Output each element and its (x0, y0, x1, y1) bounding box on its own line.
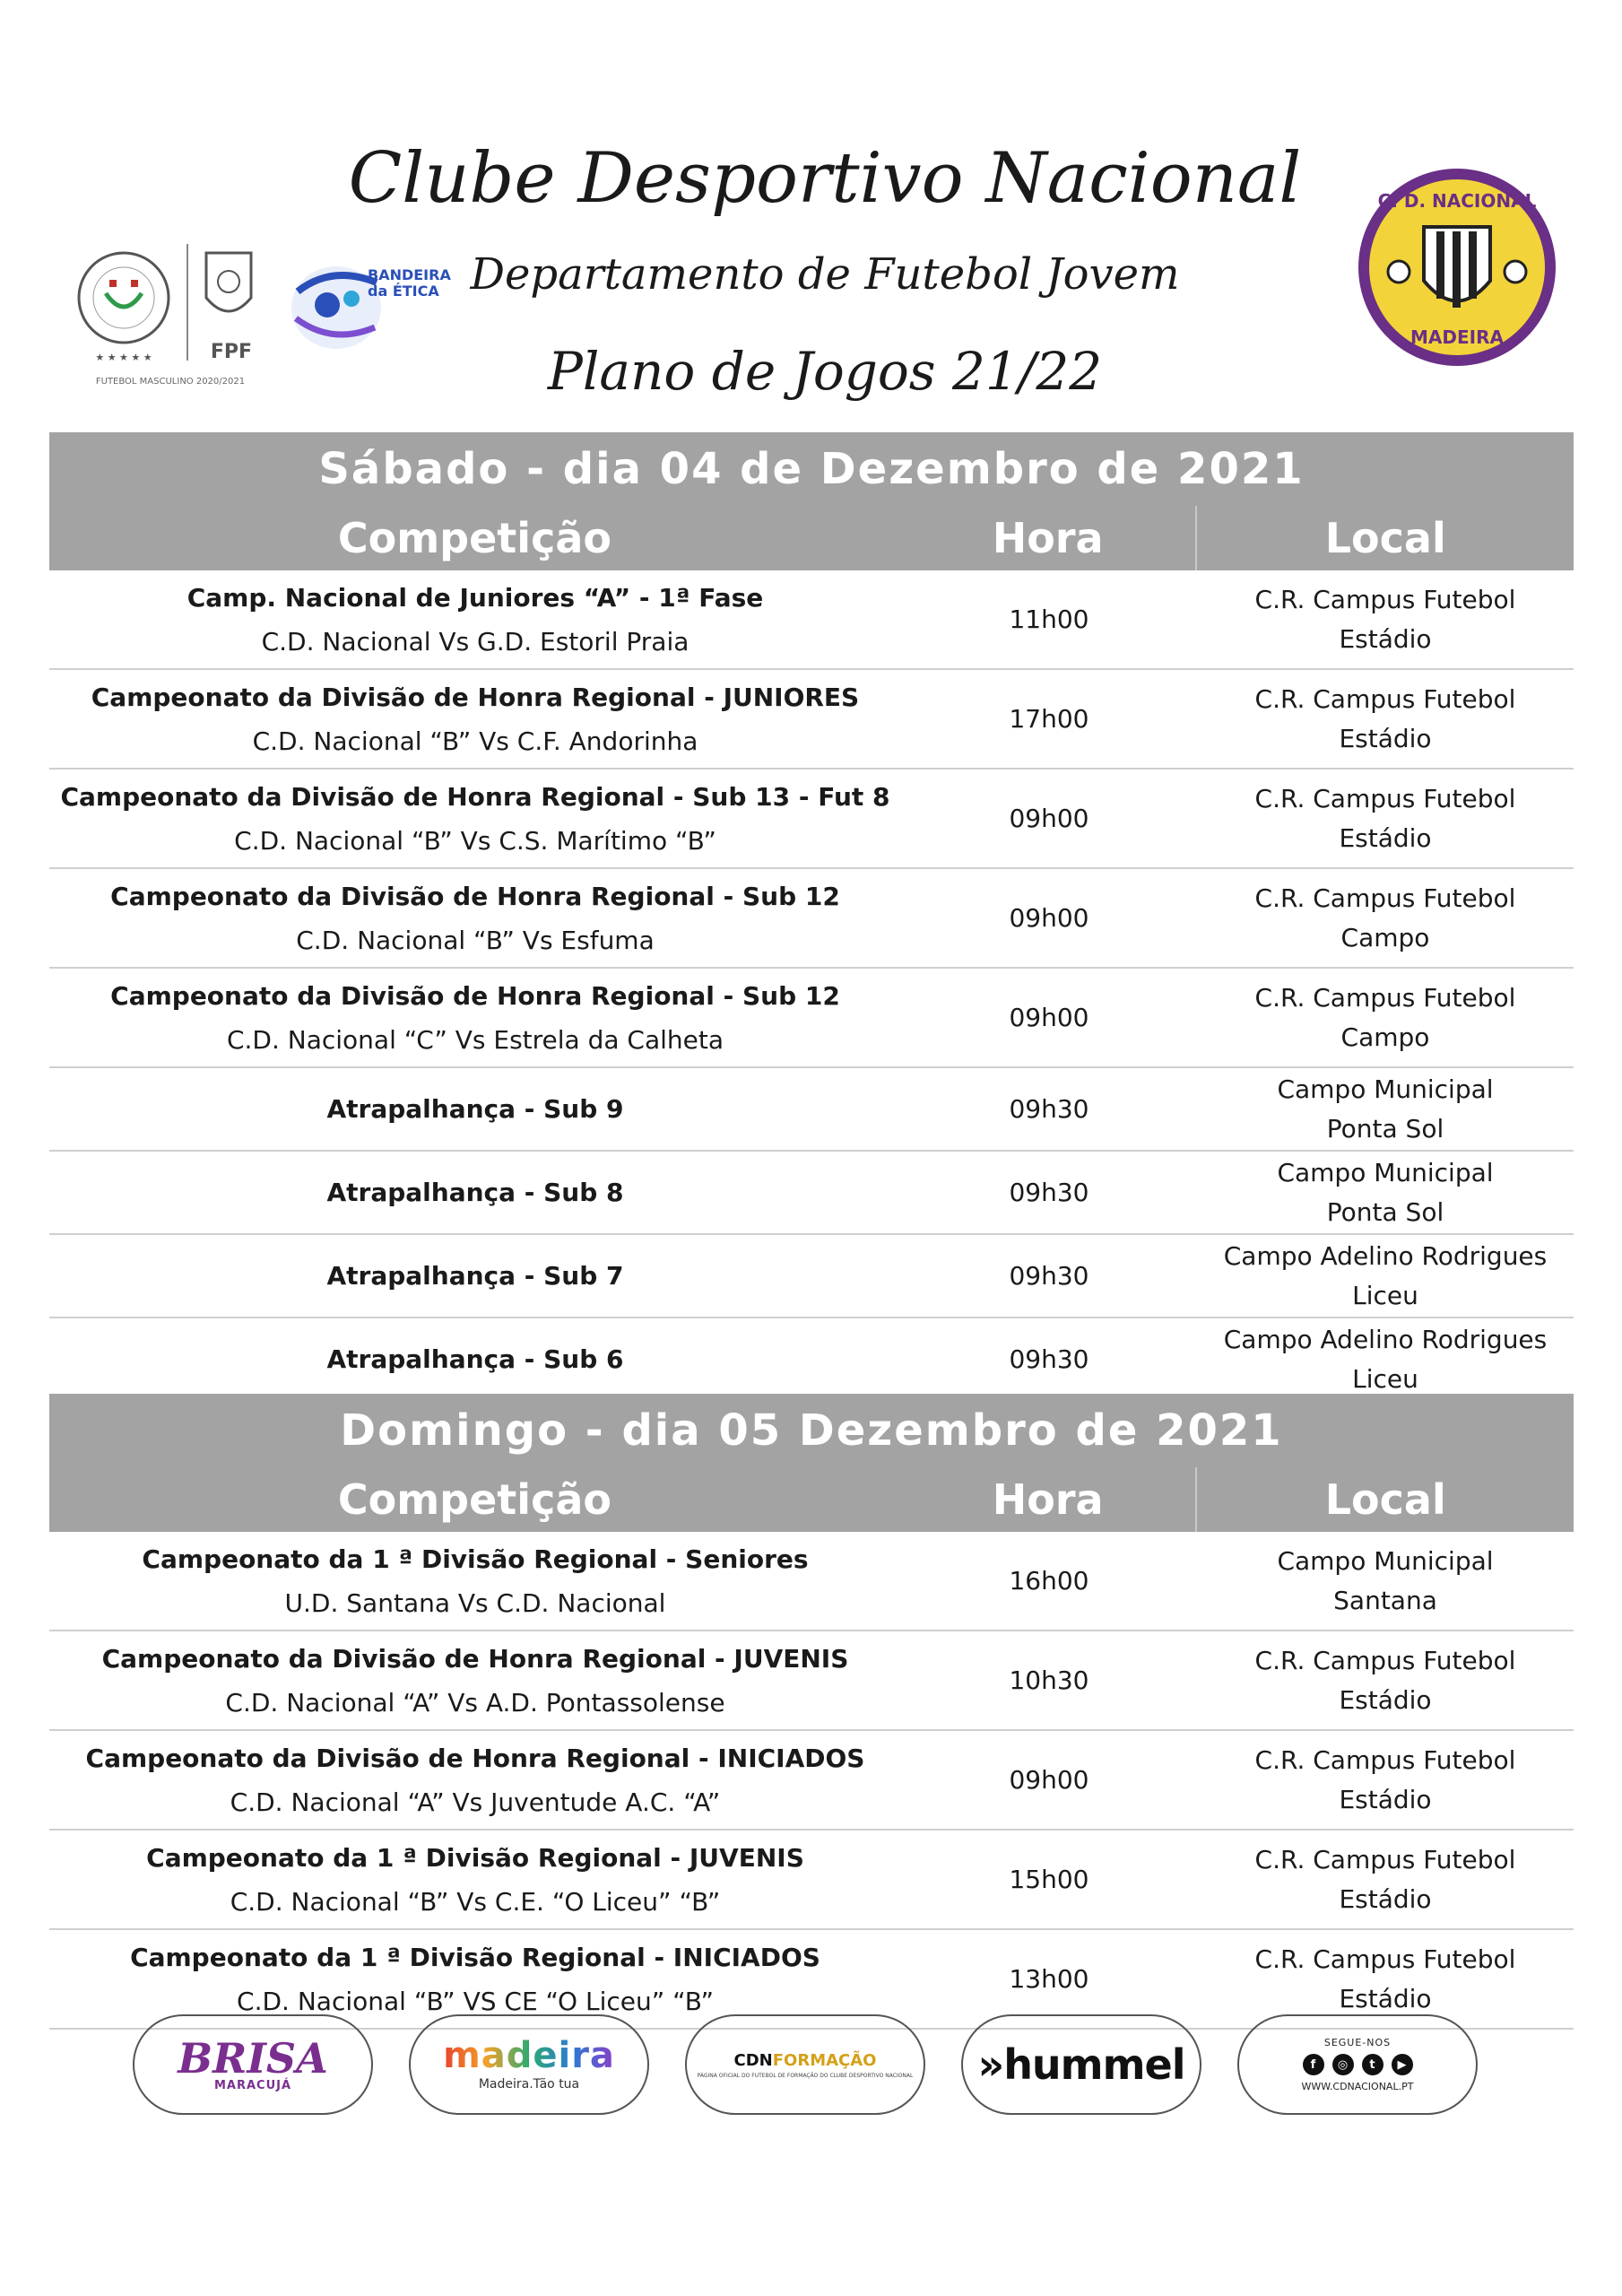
sponsor-brisa[interactable] (133, 2014, 373, 2115)
chevron-icon: » (977, 2040, 1004, 2089)
hora-cell (901, 1318, 1197, 1400)
kickoff-time: 09h30 (1009, 1094, 1089, 1124)
instagram-icon[interactable]: ◎ (1332, 2054, 1354, 2075)
column-headers (49, 1467, 1574, 1532)
kickoff-time: 09h30 (1009, 1344, 1089, 1374)
col-header-competicao: Competição (337, 1475, 612, 1524)
local-cell (1197, 1235, 1574, 1317)
local-cell (1197, 1152, 1574, 1233)
cdn-formacao-logo-text (734, 2051, 877, 2070)
hummel-word: hummel (1003, 2040, 1185, 2089)
game-row (49, 1831, 1574, 1930)
kickoff-time: 17h00 (1009, 704, 1089, 734)
sponsor-cdn-formacao[interactable] (685, 2014, 925, 2115)
venue-line: Ponta Sol (1326, 1113, 1444, 1144)
cdn-text: CDN (733, 2050, 773, 2070)
hora-cell (901, 770, 1197, 867)
local-cell (1197, 1631, 1574, 1729)
competition-name: Camp. Nacional de Juniores “A” - 1ª Fase (186, 582, 764, 613)
venue-line: Campo Municipal (1277, 1158, 1494, 1188)
venue-line: Estádio (1339, 1684, 1432, 1715)
competition-name: Campeonato da 1 ª Divisão Regional - Seniores (142, 1544, 809, 1574)
competition-cell (49, 1731, 901, 1829)
venue-line: Campo Adelino Rodrigues (1223, 1325, 1548, 1355)
hora-cell (901, 570, 1197, 668)
kickoff-time: 09h00 (1009, 804, 1089, 833)
madeira-sub-text: Madeira.Tão tua (478, 2077, 580, 2092)
page-subtitle: Departamento de Futebol Jovem (470, 249, 1180, 300)
local-cell (1197, 770, 1574, 867)
hora-cell (901, 1930, 1197, 2028)
hora-cell (901, 1235, 1197, 1317)
svg-text:★ ★ ★ ★ ★: ★ ★ ★ ★ ★ (95, 352, 152, 363)
competition-name: Atrapalhança - Sub 9 (326, 1094, 624, 1124)
venue-line: C.R. Campus Futebol (1254, 983, 1516, 1013)
column-headers (49, 506, 1574, 570)
venue-line: Santana (1333, 1585, 1437, 1615)
venue-line: Estádio (1339, 1883, 1432, 1914)
competition-name: Atrapalhança - Sub 8 (326, 1178, 624, 1207)
game-row (49, 1068, 1574, 1152)
fpf-label: FPF (210, 341, 253, 363)
local-cell (1197, 1930, 1574, 2028)
facebook-icon[interactable]: f (1303, 2054, 1324, 2075)
game-row (49, 1318, 1574, 1402)
etica-label: BANDEIRA da ÉTICA (368, 266, 451, 300)
day-title: Domingo - dia 05 Dezembro de 2021 (340, 1405, 1283, 1456)
kickoff-time: 09h00 (1009, 1003, 1089, 1032)
sponsor-social[interactable] (1237, 2014, 1478, 2115)
match-teams: U.D. Santana Vs C.D. Nacional (284, 1587, 666, 1618)
hora-cell (901, 869, 1197, 967)
venue-line: C.R. Campus Futebol (1254, 784, 1516, 814)
venue-line: Liceu (1352, 1280, 1418, 1310)
venue-line: C.R. Campus Futebol (1254, 1646, 1516, 1676)
day-header (49, 432, 1574, 570)
venue-line: Estádio (1339, 1983, 1432, 2013)
competition-name: Campeonato da Divisão de Honra Regional - Sub 12 (110, 881, 840, 911)
page-title: Clube Desportivo Nacional (348, 138, 1302, 219)
brisa-sub-text: MARACUJÁ (213, 2078, 292, 2092)
match-teams: C.D. Nacional “A” Vs A.D. Pontassolense (225, 1687, 725, 1718)
game-row (49, 770, 1574, 869)
local-cell (1197, 869, 1574, 967)
game-row (49, 969, 1574, 1068)
competition-name: Atrapalhança - Sub 7 (326, 1261, 624, 1291)
day-title: Sábado - dia 04 de Dezembro de 2021 (318, 444, 1305, 494)
competition-cell (49, 1235, 901, 1317)
cert-caption: FUTEBOL MASCULINO 2020/2021 (95, 377, 246, 387)
day-header (49, 1394, 1574, 1532)
certificada-logo (70, 244, 178, 392)
crest-bottom-text: MADEIRA (1410, 326, 1504, 348)
kickoff-time: 16h00 (1009, 1566, 1089, 1596)
match-teams: C.D. Nacional “A” Vs Juventude A.C. “A” (230, 1787, 721, 1817)
games-list (49, 1532, 1574, 2030)
col-header-hora: Hora (992, 1475, 1104, 1524)
col-header-competicao: Competição (337, 514, 612, 562)
game-row (49, 1631, 1574, 1731)
venue-line: Campo Adelino Rodrigues (1223, 1241, 1548, 1272)
competition-cell (49, 1318, 901, 1400)
formacao-text: FORMAÇÃO (772, 2050, 877, 2070)
sponsor-madeira[interactable] (409, 2014, 649, 2115)
competition-name: Campeonato da Divisão de Honra Regional - INICIADOS (85, 1743, 865, 1773)
competition-name: Campeonato da 1 ª Divisão Regional - INICIADOS (130, 1942, 820, 1972)
hora-cell (901, 1831, 1197, 1928)
venue-line: C.R. Campus Futebol (1254, 883, 1516, 914)
hora-cell (901, 1631, 1197, 1729)
match-teams: C.D. Nacional “B” Vs Esfuma (296, 925, 655, 955)
hora-cell (901, 1068, 1197, 1150)
sponsor-hummel[interactable] (961, 2014, 1201, 2115)
competition-cell (49, 869, 901, 967)
day-block-saturday (49, 432, 1574, 1402)
competition-cell (49, 1152, 901, 1233)
social-url[interactable]: WWW.CDNACIONAL.PT (1301, 2081, 1414, 2092)
venue-line: Ponta Sol (1326, 1196, 1444, 1227)
venue-line: C.R. Campus Futebol (1254, 684, 1516, 715)
madeira-logo-text (443, 2035, 615, 2076)
competition-cell (49, 1532, 901, 1630)
day-block-sunday (49, 1394, 1574, 2030)
competition-name: Campeonato da Divisão de Honra Regional - Sub 12 (110, 980, 840, 1011)
venue-line: Campo (1340, 922, 1430, 952)
brisa-logo-text: BRISA (178, 2033, 328, 2083)
kickoff-time: 09h30 (1009, 1261, 1089, 1291)
venue-line: C.R. Campus Futebol (1254, 585, 1516, 615)
match-teams: C.D. Nacional “B” Vs C.F. Andorinha (252, 726, 698, 756)
match-teams: C.D. Nacional “B” VS CE “O Liceu” “B” (237, 1986, 714, 2016)
kickoff-time: 09h00 (1009, 903, 1089, 933)
match-teams: C.D. Nacional “B” Vs C.E. “O Liceu” “B” (230, 1886, 721, 1917)
sponsors-bar (133, 2014, 1496, 2118)
madeira-word: madeira (443, 2035, 615, 2076)
local-cell (1197, 1831, 1574, 1928)
match-teams: C.D. Nacional “B” Vs C.S. Marítimo “B” (234, 825, 716, 856)
competition-name: Atrapalhança - Sub 6 (326, 1344, 624, 1374)
competition-cell (49, 570, 901, 668)
competition-cell (49, 1930, 901, 2028)
hummel-logo-text (977, 2040, 1184, 2089)
competition-cell (49, 670, 901, 768)
kickoff-time: 09h00 (1009, 1765, 1089, 1795)
venue-line: Estádio (1339, 723, 1432, 753)
club-crest (1354, 164, 1560, 370)
local-cell (1197, 670, 1574, 768)
hora-cell (901, 969, 1197, 1066)
competition-name: Campeonato da 1 ª Divisão Regional - JUVENIS (146, 1842, 804, 1873)
local-cell (1197, 1731, 1574, 1829)
competition-name: Campeonato da Divisão de Honra Regional - Sub 13 - Fut 8 (60, 781, 890, 812)
col-header-hora: Hora (992, 514, 1104, 562)
games-list (49, 570, 1574, 1402)
venue-line: Liceu (1352, 1363, 1418, 1394)
kickoff-time: 11h00 (1009, 604, 1089, 634)
competition-cell (49, 770, 901, 867)
local-cell (1197, 1532, 1574, 1630)
local-cell (1197, 969, 1574, 1066)
game-row (49, 670, 1574, 770)
social-icons (1303, 2054, 1413, 2075)
game-row (49, 1235, 1574, 1318)
hora-cell (901, 1731, 1197, 1829)
twitter-icon[interactable]: t (1362, 2054, 1383, 2075)
hora-cell (901, 1152, 1197, 1233)
match-teams: C.D. Nacional “C” Vs Estrela da Calheta (226, 1024, 724, 1055)
cdn-sub-text: PÁGINA OFICIAL DO FUTEBOL DE FORMAÇÃO DO CLUBE DESPORTIVO NACIONAL (697, 2072, 914, 2079)
venue-line: Campo Municipal (1277, 1074, 1494, 1105)
venue-line: Estádio (1339, 623, 1432, 654)
crest-top-text: C. D. NACIONAL (1377, 190, 1537, 212)
kickoff-time: 10h30 (1009, 1665, 1089, 1695)
match-teams: C.D. Nacional Vs G.D. Estoril Praia (261, 626, 690, 657)
game-row (49, 1152, 1574, 1235)
venue-line: Campo (1340, 1022, 1430, 1052)
youtube-icon[interactable]: ▶ (1392, 2054, 1413, 2075)
hora-cell (901, 670, 1197, 768)
game-row (49, 1731, 1574, 1831)
social-title: SEGUE-NOS (1323, 2037, 1392, 2048)
venue-line: C.R. Campus Futebol (1254, 1944, 1516, 1975)
local-cell (1197, 1068, 1574, 1150)
game-row (49, 869, 1574, 969)
competition-cell (49, 969, 901, 1066)
page-header (0, 0, 1622, 430)
hora-cell (901, 1532, 1197, 1630)
venue-line: Estádio (1339, 1784, 1432, 1814)
venue-line: Estádio (1339, 822, 1432, 853)
competition-cell (49, 1068, 901, 1150)
venue-line: Campo Municipal (1277, 1546, 1494, 1577)
game-row (49, 1532, 1574, 1631)
competition-cell (49, 1631, 901, 1729)
local-cell (1197, 570, 1574, 668)
kickoff-time: 09h30 (1009, 1178, 1089, 1207)
venue-line: C.R. Campus Futebol (1254, 1845, 1516, 1875)
competition-cell (49, 1831, 901, 1928)
col-header-local: Local (1195, 506, 1574, 570)
game-row (49, 570, 1574, 670)
competition-name: Campeonato da Divisão de Honra Regional - JUVENIS (101, 1643, 849, 1674)
col-header-local: Local (1195, 1467, 1574, 1532)
plan-title: Plano de Jogos 21/22 (547, 341, 1103, 402)
local-cell (1197, 1318, 1574, 1400)
competition-name: Campeonato da Divisão de Honra Regional - JUNIORES (91, 682, 860, 712)
kickoff-time: 15h00 (1009, 1865, 1089, 1894)
kickoff-time: 13h00 (1009, 1964, 1089, 1994)
venue-line: C.R. Campus Futebol (1254, 1745, 1516, 1776)
